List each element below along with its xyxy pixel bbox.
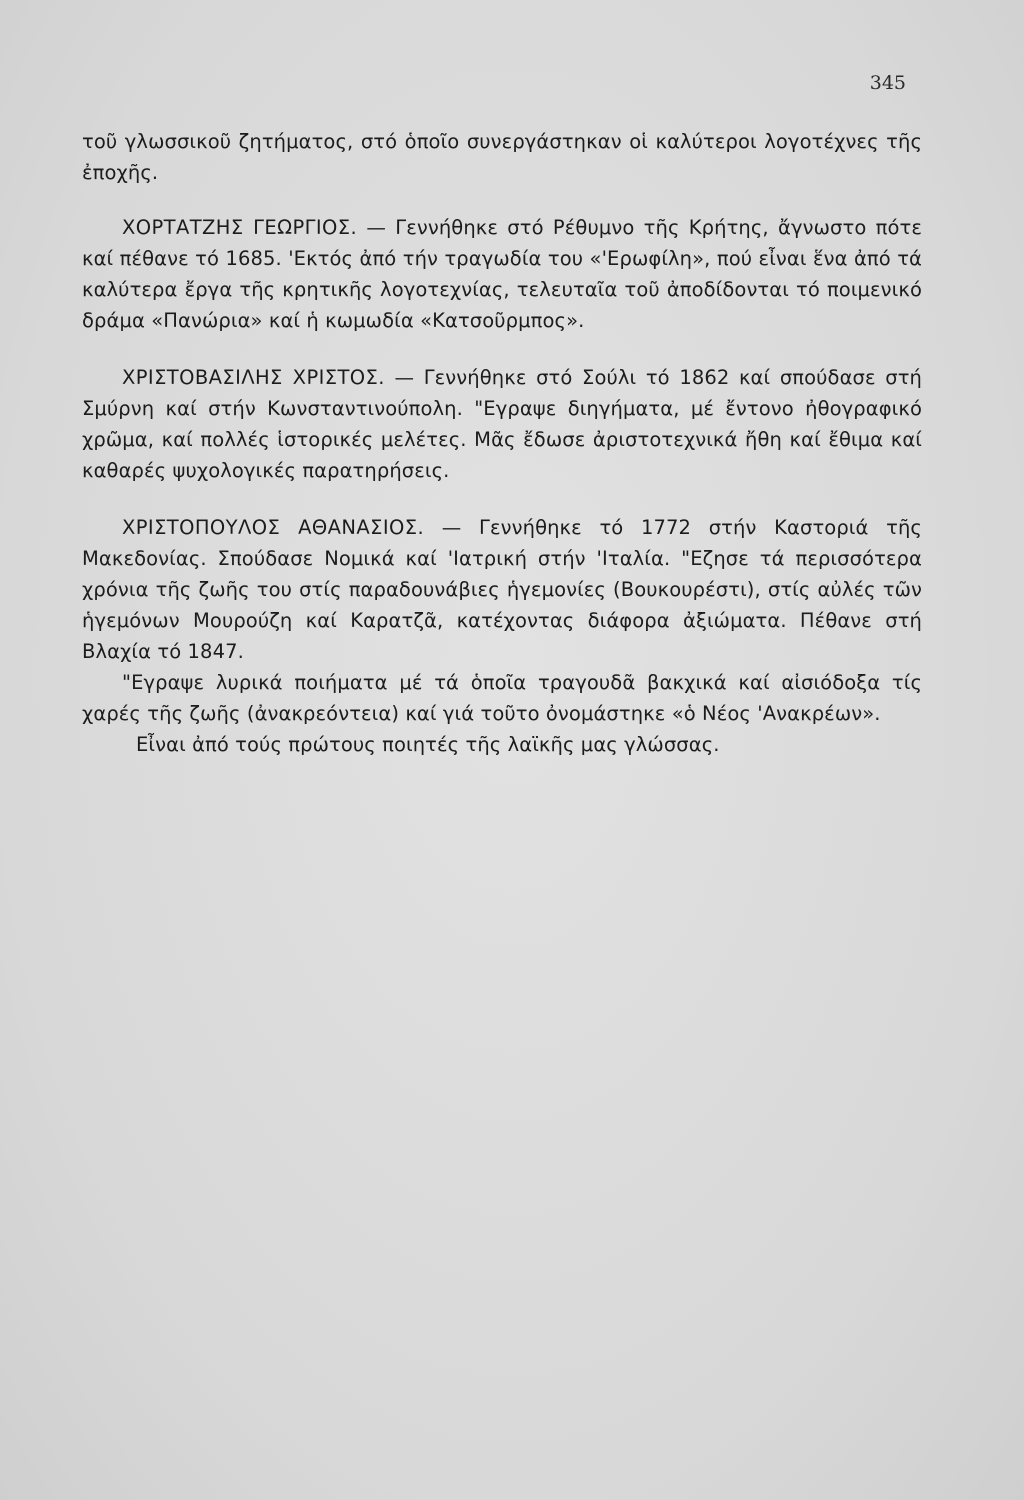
- entry-name: ΧΡΙΣΤΟΠΟΥΛΟΣ ΑΘΑΝΑΣΙΟΣ.: [122, 516, 425, 539]
- entry-text: — Γεννήθηκε τό 1772 στήν Καστοριά τῆς Μακεδονίας. Σπούδασε Νομικά καί 'Ιατρική στήν 'Ιταλία. "Εζησε τά περισσότερα χρόνια τῆς ζωῆς του στίς παραδουνάβιες ἡγεμονίες (Βουκουρέστι), στίς αὐλές τῶν ἡγεμόνων Μουρούζη καί Καρατζᾶ, κατέχοντας διάφορα ἀξιώματα. Πέθανε στή Βλαχία τό 1847.: [82, 516, 922, 663]
- entry-paragraph: [82, 512, 922, 667]
- paragraph-text: τοῦ γλωσσικοῦ ζητήματος, στό ὁποῖο συνεργάστηκαν οἱ καλύτεροι λογοτέχνες τῆς ἐποχῆς.: [82, 130, 922, 184]
- entry-text: — Γεννήθηκε στό Σούλι τό 1862 καί σπούδασε στή Σμύρνη καί στήν Κωνσταντινούπολη. "Εγραψε διηγήματα, μέ ἔντονο ἠθογραφικό χρῶμα, καί πολλές ἱστορικές μελέτες. Μᾶς ἔδωσε ἀριστοτεχνικά ἤθη καί ἔθιμα καί καθαρές ψυχολογικές παρατηρήσεις.: [82, 366, 922, 482]
- entry-name: ΧΟΡΤΑΤΖΗΣ ΓΕΩΡΓΙΟΣ.: [122, 216, 358, 239]
- entry-christovasilis: [82, 362, 922, 486]
- entry-paragraph: [82, 212, 922, 336]
- entry-paragraph-extra: "Εγραψε λυρικά ποιήματα μέ τά ὁποῖα τραγουδᾶ βακχικά καί αἰσιόδοξα τίς χαρές τῆς ζωῆς (ἀνακρεόντεια) καί γιά τοῦτο ὀνομάστηκε «ὁ Νέος 'Ανακρέων».: [82, 671, 922, 725]
- entry-chortatzis: [82, 212, 922, 336]
- entry-paragraph: [82, 362, 922, 486]
- paragraph-continuation: [82, 126, 922, 188]
- entry-name: ΧΡΙΣΤΟΒΑΣΙΛΗΣ ΧΡΙΣΤΟΣ.: [122, 366, 385, 389]
- page-number: 345: [869, 72, 906, 94]
- entry-christopoulos: [82, 512, 922, 760]
- entry-paragraph-extra: Εἶναι ἀπό τούς πρώτους ποιητές τῆς λαϊκῆς μας γλώσσας.: [136, 733, 720, 756]
- body-text: [82, 126, 922, 760]
- entry-text: — Γεννήθηκε στό Ρέθυμνο τῆς Κρήτης, ἄγνωστο πότε καί πέθανε τό 1685. 'Εκτός ἀπό τήν τραγωδία του «'Ερωφίλη», πού εἶναι ἕνα ἀπό τά καλύτερα ἔργα τῆς κρητικῆς λογοτεχνίας, τελευταῖα τοῦ ἀποδίδονται τό ποιμενικό δράμα «Πανώρια» καί ἡ κωμωδία «Κατσοῦρμπος».: [82, 216, 922, 332]
